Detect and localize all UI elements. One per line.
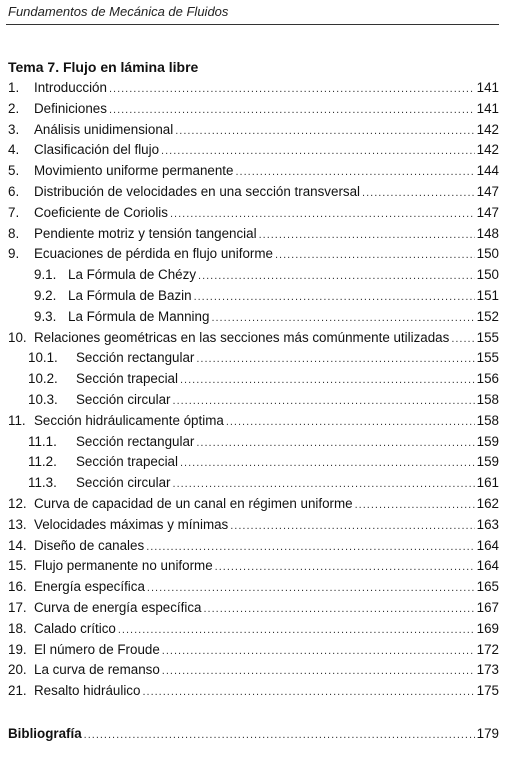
toc-entry <box>8 681 499 702</box>
entry-title: La Fórmula de Chézy <box>68 267 197 283</box>
entry-number: 17. <box>8 599 27 615</box>
entry-page: 148 <box>476 225 499 241</box>
entry-page: 141 <box>476 80 499 95</box>
entry-number: 13. <box>8 516 27 532</box>
dot-leader <box>215 557 475 578</box>
entry-number: 10.1. <box>28 350 58 366</box>
dot-leader <box>170 204 475 225</box>
entry-number: 11.1. <box>28 433 57 449</box>
entry-page: 150 <box>476 246 499 262</box>
dot-leader <box>142 682 474 703</box>
toc-entry <box>8 660 499 681</box>
dot-leader <box>147 578 475 599</box>
entry-title: Relaciones geométricas en las secciones más comúnmente utilizadas <box>34 329 450 345</box>
toc-entry <box>8 640 499 661</box>
entry-page: 147 <box>476 183 499 199</box>
entry-page: 161 <box>476 475 499 491</box>
entry-title: Sección circular <box>76 391 171 407</box>
toc-entry <box>8 161 499 182</box>
dot-leader <box>230 516 474 537</box>
entry-number: 12. <box>8 495 27 511</box>
toc-subentry <box>8 432 499 453</box>
entry-number: 9.3. <box>34 308 57 324</box>
toc-entry <box>8 577 499 598</box>
dot-leader <box>162 641 475 662</box>
dot-leader <box>173 391 475 412</box>
toc-subentry <box>8 348 499 369</box>
entry-number: 11.2. <box>28 454 57 470</box>
entry-page: 167 <box>476 599 499 615</box>
entry-title: Movimiento uniforme permanente <box>34 163 234 179</box>
entry-title: Distribución de velocidades en una sección transversal <box>34 183 361 199</box>
entry-title: Introducción <box>34 80 107 95</box>
entry-title: Sección rectangular <box>76 433 195 449</box>
table-of-contents <box>8 57 499 702</box>
entry-page: 163 <box>476 516 499 532</box>
entry-number: 5. <box>8 163 20 179</box>
entry-number: 9.2. <box>34 287 57 303</box>
dot-leader <box>451 329 474 350</box>
entry-title: Flujo permanente no uniforme <box>34 558 213 574</box>
toc-subentry <box>8 307 499 328</box>
entry-title: Coeficiente de Coriolis <box>34 204 168 220</box>
entry-page: 159 <box>476 433 499 449</box>
entry-number: 21. <box>8 683 27 699</box>
dot-leader <box>211 308 474 329</box>
entry-number: 14. <box>8 537 27 553</box>
toc-entry <box>8 203 499 224</box>
dot-leader <box>355 495 475 516</box>
entry-title: La curva de remanso <box>34 662 160 678</box>
entry-page: 158 <box>476 391 499 407</box>
entry-number: 10.3. <box>28 391 58 407</box>
bibliography-page: 179 <box>476 726 499 741</box>
entry-page: 159 <box>476 454 499 470</box>
entry-number: 8. <box>8 225 20 241</box>
entry-page: 156 <box>476 371 499 387</box>
toc-entry <box>8 494 499 515</box>
entry-title: Energía específica <box>34 579 145 595</box>
toc-subentry <box>8 390 499 411</box>
bibliography-label: Bibliografía <box>8 726 82 741</box>
entry-page: 142 <box>476 121 499 137</box>
entry-number: 10. <box>8 329 27 345</box>
entry-page: 165 <box>476 579 499 595</box>
entry-page: 173 <box>476 662 499 678</box>
dot-leader <box>198 266 475 287</box>
entry-page: 152 <box>476 308 499 324</box>
entry-number: 18. <box>8 620 27 636</box>
entry-title: La Fórmula de Bazin <box>68 287 192 303</box>
toc-entry <box>8 536 499 557</box>
entry-title: Sección circular <box>76 475 171 491</box>
toc-entry <box>8 598 499 619</box>
entry-title: El número de Froude <box>34 641 160 657</box>
entry-number: 16. <box>8 579 27 595</box>
entry-number: 10.2. <box>28 371 58 387</box>
chapter-title: Tema 7. Flujo en lámina libre <box>8 59 199 75</box>
entry-title: Sección trapecial <box>76 371 178 387</box>
entry-title: Análisis unidimensional <box>34 121 174 137</box>
dot-leader <box>275 245 475 266</box>
entry-number: 6. <box>8 183 20 199</box>
entry-title: Pendiente motriz y tensión tangencial <box>34 225 257 241</box>
toc-subentry <box>8 452 499 473</box>
header-divider <box>6 24 499 25</box>
entry-page: 155 <box>476 350 499 366</box>
entry-page: 151 <box>476 287 499 303</box>
toc-entry <box>8 556 499 577</box>
toc-entry <box>8 411 499 432</box>
entry-page: 147 <box>476 204 499 220</box>
entry-number: 9. <box>8 246 20 262</box>
toc-subentry <box>8 473 499 494</box>
toc-entry <box>8 99 499 120</box>
toc-entry <box>8 515 499 536</box>
entry-title: Sección rectangular <box>76 350 195 366</box>
entry-title: Velocidades máximas y mínimas <box>34 516 229 532</box>
toc-entry <box>8 78 499 99</box>
bibliography-entry <box>8 724 499 745</box>
entry-number: 9.1. <box>34 267 57 283</box>
toc-entry <box>8 140 499 161</box>
toc-entry <box>8 328 499 349</box>
entry-page: 162 <box>476 495 499 511</box>
entry-page: 150 <box>476 267 499 283</box>
dot-leader <box>259 225 475 246</box>
entry-title: Clasificación del flujo <box>34 142 160 158</box>
dot-leader <box>175 121 474 142</box>
entry-page: 144 <box>476 163 499 179</box>
entry-number: 19. <box>8 641 27 657</box>
entry-number: 7. <box>8 204 20 220</box>
entry-title: Curva de capacidad de un canal en régimen uniforme <box>34 495 353 511</box>
dot-leader <box>194 287 475 308</box>
entry-page: 169 <box>476 620 499 636</box>
dot-leader <box>203 599 474 620</box>
entry-title: Definiciones <box>34 100 107 116</box>
dot-leader <box>226 412 475 433</box>
entry-number: 20. <box>8 662 27 678</box>
dot-leader <box>84 725 475 745</box>
entry-page: 158 <box>476 412 499 428</box>
running-header: Fundamentos de Mecánica de Fluidos <box>8 4 229 19</box>
entry-number: 11. <box>8 412 26 428</box>
entry-page: 141 <box>476 100 499 116</box>
entry-page: 175 <box>476 683 499 699</box>
entry-number: 11.3. <box>28 475 57 491</box>
toc-entry <box>8 182 499 203</box>
entry-title: Curva de energía específica <box>34 599 202 615</box>
entry-page: 164 <box>476 537 499 553</box>
toc-subentry <box>8 286 499 307</box>
dot-leader <box>146 537 474 558</box>
toc-subentry <box>8 265 499 286</box>
dot-leader <box>118 620 475 641</box>
entry-number: 4. <box>8 142 20 158</box>
toc-entry <box>8 224 499 245</box>
entry-page: 164 <box>476 558 499 574</box>
entry-title: Resalto hidráulico <box>34 683 141 699</box>
entry-number: 2. <box>8 100 20 116</box>
dot-leader <box>235 162 474 183</box>
entry-title: Calado crítico <box>34 620 116 636</box>
dot-leader <box>362 183 475 204</box>
entry-title: Sección hidráulicamente óptima <box>34 412 224 428</box>
entry-page: 155 <box>476 329 499 345</box>
entry-title: Sección trapecial <box>76 454 178 470</box>
dot-leader <box>173 474 475 495</box>
dot-leader <box>161 141 475 162</box>
entry-number: 3. <box>8 121 20 137</box>
toc-entry <box>8 244 499 265</box>
dot-leader <box>109 79 475 100</box>
entry-page: 142 <box>476 142 499 158</box>
toc-entry <box>8 120 499 141</box>
entry-title: Ecuaciones de pérdida en flujo uniforme <box>34 246 273 262</box>
dot-leader <box>109 100 475 121</box>
toc-entry <box>8 619 499 640</box>
dot-leader <box>180 370 475 391</box>
entry-page: 172 <box>476 641 499 657</box>
entry-title: La Fórmula de Manning <box>68 308 210 324</box>
dot-leader <box>196 349 474 370</box>
entry-title: Diseño de canales <box>34 537 145 553</box>
entry-number: 15. <box>8 558 27 574</box>
dot-leader <box>180 453 475 474</box>
toc-subentry <box>8 369 499 390</box>
entry-number: 1. <box>8 80 20 95</box>
dot-leader <box>196 433 474 454</box>
dot-leader <box>162 661 475 682</box>
